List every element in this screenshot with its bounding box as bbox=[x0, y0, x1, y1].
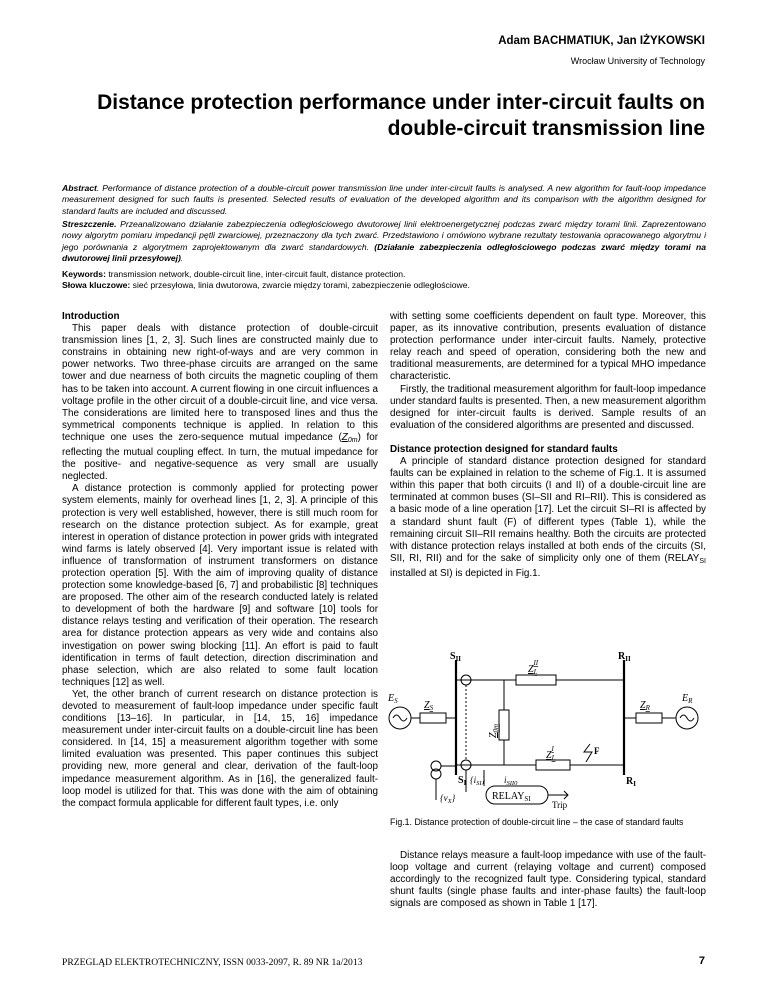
paragraph: Yet, the other branch of current research on distance protection is devoted to measurement of fault-loop impedance under specific fault conditions [13–16]. In particular, in [14, 15, 16] impedance measurement under inter-circuit faults on a double-circuit line has been considered. In [14, 15] a measurement algorithm together with some limited evaluation was presented. This paper continues this subject providing new, more general and clear, derivation of the fault-loop impedance measurement algorithm. As in [16], the generalized fault-loop model is utilized for that. This was done with the aim of obtaining the compact formula applicable for different fault types, i.e. only bbox=[62, 688, 378, 809]
page-number: 7 bbox=[698, 955, 705, 967]
symbol-subscript: 0m bbox=[347, 436, 358, 444]
authors: Adam BACHMATIUK, Jan IŻYKOWSKI bbox=[498, 35, 705, 47]
label-trip: Trip bbox=[552, 800, 568, 810]
label-isii0: $i_{SII0}$ bbox=[504, 775, 518, 787]
label-si: $S_I$ bbox=[458, 775, 467, 787]
heading-introduction: Introduction bbox=[62, 311, 120, 322]
paragraph: Distance relays measure a fault-loop impedance with use of the fault-loop voltage and current (relaying voltage and current) composed accordingly to the recognized fault type. Considering typical, standard shunt faults (single phase faults and inter-phase faults) the fault-loop signals are composed as shown in Table 1 [17]. bbox=[390, 850, 706, 910]
relay-subscript: SI bbox=[699, 557, 706, 565]
streszczenie-text: Przeanalizowano działanie zabezpieczenia odległościowego dwutorowej linii elektroenergetycznej podczas zwarć między torami linii. Zaprezentowano nowy algorytm pomiaru impedancji pętli zwarciowej, przeznaczony dla tych zwarć. Przedstawiono i omówiono wybrane rezultaty testowania opracowanego algorytmu i jego porównania z algorytmem zaprojektowanym dla zwarć standardowych. bbox=[62, 219, 706, 252]
label-sii: $S_{II}$ bbox=[450, 651, 462, 663]
keywords bbox=[62, 269, 706, 292]
streszczenie bbox=[62, 219, 706, 265]
label-isi: $\{i_{SI}\}$ bbox=[470, 775, 486, 787]
label-rii: $R_{II}$ bbox=[618, 651, 631, 663]
label-zs: $Z_S$ bbox=[424, 700, 434, 712]
spacer bbox=[390, 432, 706, 444]
keywords-label: Keywords: bbox=[62, 269, 106, 279]
impedance-zs bbox=[420, 713, 446, 723]
impedance-z0m bbox=[499, 710, 509, 740]
right-column bbox=[390, 311, 706, 580]
paragraph: A distance protection is commonly applied for protecting power system elements, mainly for overhead lines [1, 2, 3]. A principle of this protection is very well established, however, there is still much room for research on the distance protection subject. As for example, great interest in operation of distance protection in power grids with integrated wind farms is lately observed [4]. Very important issue is related with influence of transformation of instrument transformers on distance protection operation [5]. With the aim of improving quality of distance protection some knowledge-based [6, 7] and probabilistic [8] techniques are proposed. The other aim of the research conducted lately is related to development of both the hardware [9] and software [10] tools for distance relays testing and verification of their operation. The research area for distance protection appears as very wide and contains also investigation on power swing blocking [11]. An effort is paid to fault identification in terms of fault detection, direction discrimination and phase selection, which are also related to some fault location techniques [12] as well. bbox=[62, 483, 378, 688]
keywords-text: transmission network, double-circuit line, inter-circuit fault, distance protection. bbox=[105, 269, 406, 279]
fault-arrow-icon bbox=[584, 744, 592, 762]
abstract-label: Abstract bbox=[62, 183, 97, 193]
affiliation: Wrocław University of Technology bbox=[570, 56, 705, 66]
title-line-2: double-circuit transmission line bbox=[387, 117, 705, 140]
keywords-text-pl: sieć przesyłowa, linia dwutorowa, zwarcie między torami, zabezpieczenie odległościowe. bbox=[130, 280, 470, 291]
abstract bbox=[62, 183, 706, 217]
heading-standard-faults: Distance protection designed for standard faults bbox=[390, 443, 618, 455]
sine-icon bbox=[680, 715, 694, 721]
label-zr: $Z_R$ bbox=[640, 700, 650, 712]
impedance-zr bbox=[636, 713, 662, 723]
figure-caption: Fig.1. Distance protection of double-circuit line – the case of standard faults bbox=[390, 817, 684, 827]
streszczenie-title: (Działanie zabezpieczenia odległościowego podczas zwarć między torami na dwutorowej linii przesyłowej) bbox=[62, 241, 706, 264]
impedance-zl-ii bbox=[516, 675, 556, 685]
label-z0m: $Z_{0m}$ bbox=[488, 723, 500, 738]
label-zl-ii: $Z_LII$ bbox=[528, 659, 539, 676]
keywords-pl bbox=[62, 280, 706, 291]
paper-title bbox=[65, 90, 705, 142]
title-line-1: Distance protection performance under inter-circuit faults on bbox=[97, 91, 705, 114]
paragraph bbox=[62, 323, 378, 483]
paragraph: Firstly, the traditional measurement algorithm for fault-loop impedance under standard faults is presented. Then, a new measurement algorithm designed for inter-circuit faults is derived. Sample results of an evaluation of the considered algorithms are presented and discussed. bbox=[390, 383, 706, 431]
abstract-text: . Performance of distance protection of a double-circuit power transmission line under inter-circuit faults is analysed. A new algorithm for fault-loop impedance measurement designed for such faults is presented. Selected results of evaluation of the developed algorithm and its comparison with the algorithm designed for standard faults are included and discussed. bbox=[62, 183, 706, 216]
paragraph-text: ) for reflecting the mutual coupling effect. In turn, the mutual impedance for the positive- and negative-sequence as very small are usually neglected. bbox=[62, 431, 378, 483]
streszczenie-end: . bbox=[180, 253, 184, 264]
label-ri: $R_I$ bbox=[626, 776, 636, 788]
label-vx: $\{v_X\}$ bbox=[440, 793, 456, 805]
journal-footer: PRZEGLĄD ELEKTROTECHNICZNY, ISSN 0033-2097, R. 89 NR 1a/2013 bbox=[62, 957, 363, 968]
keywords-en bbox=[62, 269, 706, 280]
paragraph-text: A principle of standard distance protection designed for standard faults can be explained in relation to the scheme of Fig.1. It is assumed within this paper that both circuits (I and II) of a double-circuit line are terminated at common buses (SI–SII and RI–RII). This is considered as a basic mode of a line operation [17]. Let the circuit SI–RI is affected by a standard shunt fault (F) of different types (Table 1), while the remaining circuit SII–RII remains healthy. Both the circuits are protected with distance protection relays installed at both ends of the circuits (SI, SII, RI, RII) and for the sake of simplicity only one of them (RELAY bbox=[390, 456, 706, 564]
streszczenie-label: Streszczenie. bbox=[62, 219, 117, 229]
right-column-continued bbox=[390, 850, 706, 910]
keywords-label-pl: Słowa kluczowe: bbox=[62, 280, 131, 291]
label-zl-i: $Z_LI$ bbox=[546, 745, 556, 762]
paragraph: with setting some coefficients dependent on fault type. Moreover, this paper, as its innovative contribution, presents evaluation of distance protection performance under inter-circuit faults. Namely, protective relay reach and speed of operation, considering both the new and traditional measurements, are determined for a typical MHO impedance characteristic. bbox=[390, 311, 706, 383]
paragraph-text: installed at SI) is depicted in Fig.1. bbox=[390, 567, 541, 579]
paragraph-text: This paper deals with distance protection of double-circuit transmission lines [1, 2, 3]. Such lines are constructed mainly due to constrains in obtaining new right-of-ways and are very common in power networks. Two three-phase circuits are arranged on the same tower and due nearness of both circuits the magnetic coupling of them has to be taken into account. A current flowing in one circuit influences a voltage profile in the other circuit of a double-circuit line, and vice versa. The considerations are limited here to transposed lines and thus the symmetrical components technique is applied. In relation to this technique one uses the zero-sequence mutual impedance ( bbox=[62, 323, 378, 443]
relay-label: $RELAY_{SI}$ bbox=[492, 791, 531, 803]
label-er: $E_R$ bbox=[682, 693, 693, 705]
label-es: $E_S$ bbox=[388, 693, 398, 705]
label-fault: F bbox=[594, 746, 600, 756]
figure-1-diagram bbox=[386, 650, 706, 810]
left-column bbox=[62, 311, 378, 810]
sine-icon bbox=[393, 715, 407, 721]
paragraph bbox=[390, 456, 706, 580]
symbol-z: Z bbox=[341, 431, 348, 443]
